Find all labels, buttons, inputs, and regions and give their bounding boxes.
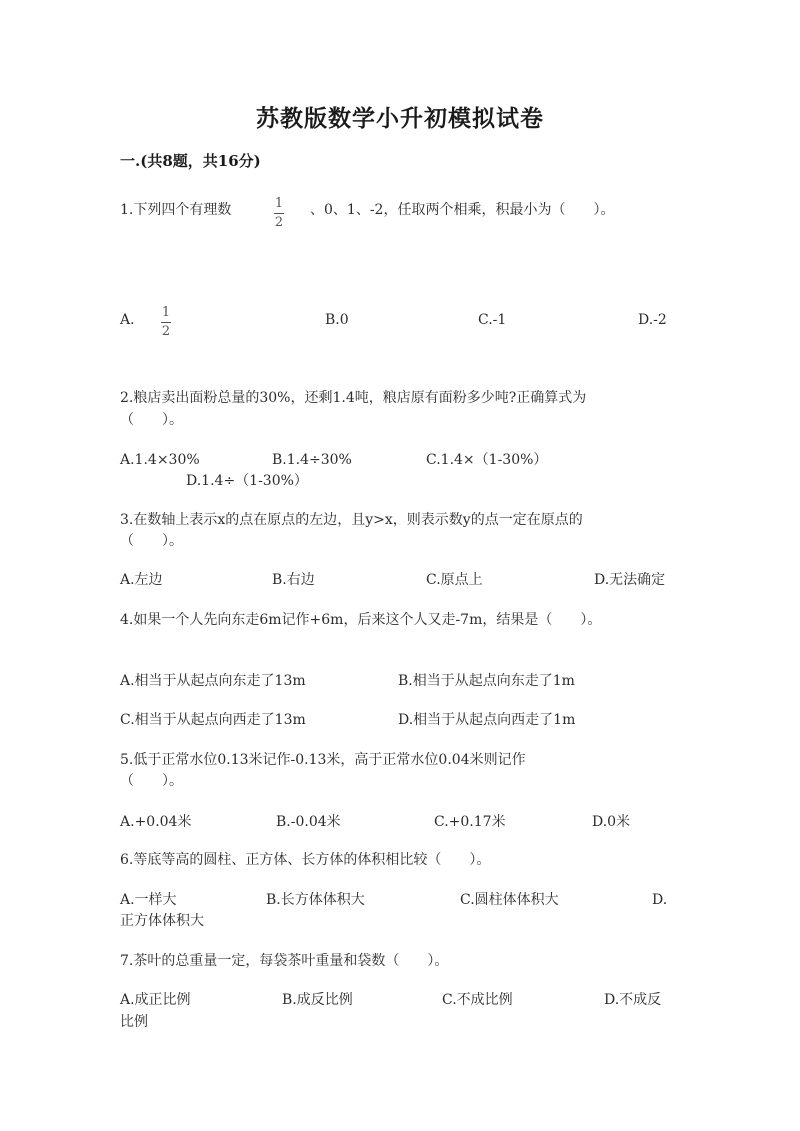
q6-option-b[interactable]: B.长方体体积大 (266, 892, 365, 908)
section-heading: 一.(共8题，共16分) (120, 152, 261, 170)
q4-option-b[interactable]: B.相当于从起点向东走了1m (398, 673, 575, 689)
question-1-fraction (274, 197, 284, 230)
q3-option-d[interactable]: D.无法确定 (594, 572, 666, 588)
q7-option-a[interactable]: A.成正比例 (120, 992, 191, 1008)
question-5-line1: 5.低于正常水位0.13米记作-0.13米，高于正常水位0.04米则记作 (120, 752, 526, 768)
q4-option-c[interactable]: C.相当于从起点向西走了13m (120, 712, 306, 728)
q5-option-a[interactable]: A.+0.04米 (120, 814, 192, 830)
question-4-line1: 4.如果一个人先向东走6m记作+6m，后来这个人又走-7m，结果是（ ）。 (120, 612, 602, 628)
question-3-line1: 3.在数轴上表示x的点在原点的左边，且y>x，则表示数y的点一定在原点的 (120, 512, 583, 528)
q5-option-b[interactable]: B.-0.04米 (276, 814, 341, 830)
q1-option-b[interactable]: B.0 (325, 312, 349, 328)
q6-option-a[interactable]: A.一样大 (120, 892, 177, 908)
q1-option-a-label[interactable]: A. (120, 312, 135, 328)
q7-option-d[interactable]: D.不成反 (604, 992, 662, 1008)
q2-option-d[interactable]: D.1.4÷（1-30%） (186, 473, 308, 489)
q4-option-d[interactable]: D.相当于从起点向西走了1m (398, 712, 576, 728)
q6-option-d[interactable]: D. (652, 892, 668, 908)
question-1-prefix: 1.下列四个有理数 (120, 202, 232, 218)
q5-option-c[interactable]: C.+0.17米 (434, 814, 506, 830)
q3-option-b[interactable]: B.右边 (272, 572, 315, 588)
q3-option-c[interactable]: C.原点上 (426, 572, 483, 588)
question-2-line1: 2.粮店卖出面粉总量的30%，还剩1.4吨，粮店原有面粉多少吨?正确算式为 (120, 390, 587, 406)
q4-option-a[interactable]: A.相当于从起点向东走了13m (120, 673, 306, 689)
question-2-line2: （ ）。 (120, 412, 183, 428)
question-3-line2: （ ）。 (120, 533, 183, 549)
q2-option-b[interactable]: B.1.4÷30% (272, 452, 352, 468)
fraction-denominator: 2 (274, 215, 284, 230)
question-6-line1: 6.等底等高的圆柱、正方体、长方体的体积相比较（ ）。 (120, 852, 491, 868)
q1-option-c[interactable]: C.-1 (478, 312, 507, 328)
q6-option-d-continued[interactable]: 正方体体积大 (120, 913, 204, 929)
fraction-numerator: 1 (274, 196, 284, 211)
question-5-line2: （ ）。 (120, 773, 183, 789)
q7-option-d-continued[interactable]: 比例 (120, 1014, 148, 1030)
q7-option-b[interactable]: B.成反比例 (282, 992, 353, 1008)
question-7-line1: 7.茶叶的总重量一定，每袋茶叶重量和袋数（ ）。 (120, 953, 449, 969)
q5-option-d[interactable]: D.0米 (592, 814, 631, 830)
q1-option-a-fraction (161, 306, 171, 339)
q3-option-a[interactable]: A.左边 (120, 572, 163, 588)
q1-option-d[interactable]: D.-2 (638, 312, 667, 328)
q2-option-a[interactable]: A.1.4×30% (120, 452, 200, 468)
q6-option-c[interactable]: C.圆柱体体积大 (460, 892, 559, 908)
fraction-denominator: 2 (161, 324, 171, 339)
q2-option-c[interactable]: C.1.4×（1-30%） (426, 452, 548, 468)
fraction-numerator: 1 (161, 305, 171, 320)
page-title: 苏教版数学小升初模拟试卷 (256, 105, 544, 132)
q7-option-c[interactable]: C.不成比例 (442, 992, 513, 1008)
question-1-suffix: 、0、1、-2，任取两个相乘，积最小为（ ）。 (310, 202, 615, 218)
